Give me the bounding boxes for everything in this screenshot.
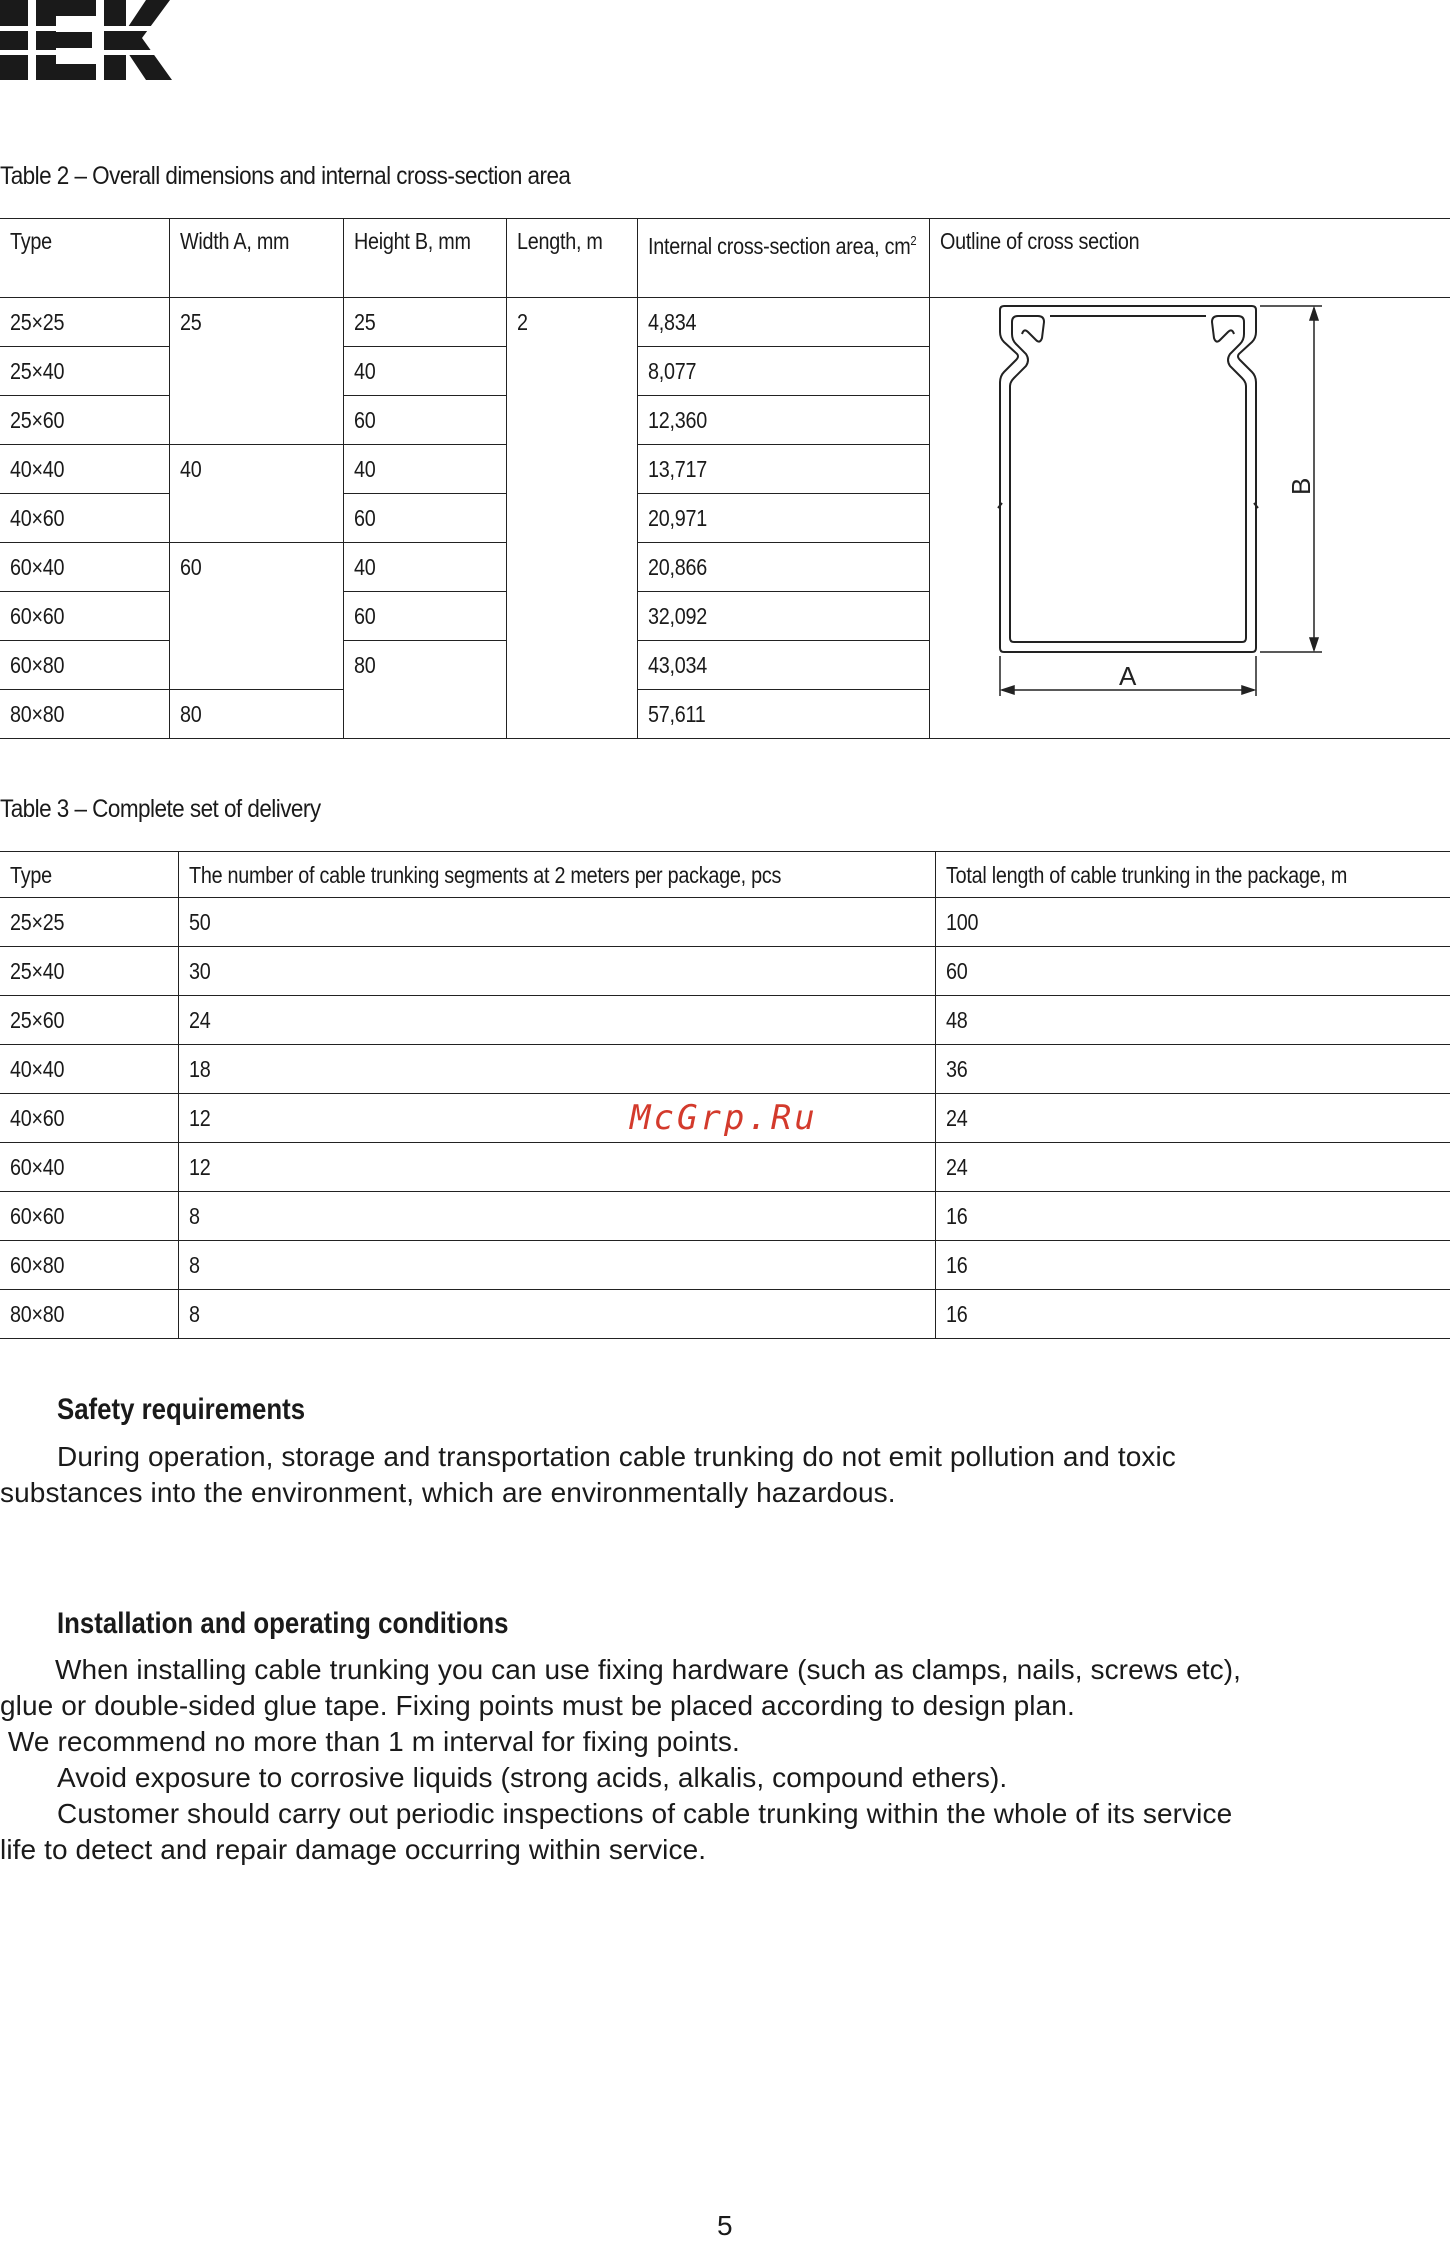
table-row: 25×60 60 12,360	[0, 396, 1450, 445]
table-row: 60×60 60 32,092	[0, 592, 1450, 641]
watermark: McGrp.Ru	[630, 1098, 818, 1138]
col-height: Height B, mm	[343, 219, 506, 298]
dimensions-table	[0, 218, 1450, 739]
safety-text: During operation, storage and transportation cable trunking do not emit pollution and toxic substances into the environment, which are environmentally hazardous.	[0, 1441, 1176, 1508]
table-row: 60×40 12 24	[0, 1143, 1450, 1192]
table-row: 25×40 30 60	[0, 947, 1450, 996]
table-row: 60×40 60 40 20,866	[0, 543, 1450, 592]
col-segments: The number of cable trunking segments at 2 meters per package, pcs	[178, 852, 935, 898]
table-row: 25×25 50 100	[0, 898, 1450, 947]
table-row: 25×60 24 48	[0, 996, 1450, 1045]
table-row: 25×40 40 8,077	[0, 347, 1450, 396]
dimension-b-label: B	[1285, 477, 1316, 495]
table-row: 40×40 40 40 13,717	[0, 445, 1450, 494]
col-outline: Outline of cross section	[929, 219, 1450, 298]
table2-caption: Table 2 – Overall dimensions and internal cross-section area	[0, 162, 571, 190]
installation-text: When installing cable trunking you can use fixing hardware (such as clamps, nails, screws etc), glue or double-sided glue tape. Fixing points must be placed according to design plan. We recommend no more than 1 m interval for fixing points. Avoid exposure to corrosive liquids (strong acids, alkalis, compound ethers). Customer should carry out periodic inspections of cable trunking within the whole of its service life to detect and repair damage occurring within service.	[0, 1654, 1242, 1865]
cross-section-diagram	[930, 298, 1450, 739]
table3-caption: Table 3 – Complete set of delivery	[0, 795, 321, 823]
col-area: Internal cross-section area, $cm^2$	[637, 219, 929, 298]
table-row: 25×25 25 25 2 4,834 B A	[0, 298, 1450, 347]
col-type: Type	[0, 219, 169, 298]
page-number: 5	[717, 2210, 733, 2241]
cross-section-diagram-cell	[929, 298, 1450, 739]
col-total-length: Total length of cable trunking in the package, m	[935, 852, 1450, 898]
table-row: 40×60 12 24	[0, 1094, 1450, 1143]
table-row: 60×60 8 16	[0, 1192, 1450, 1241]
col-width: Width A, mm	[169, 219, 343, 298]
table-row: 60×80 80 43,034	[0, 641, 1450, 690]
table-row: 60×80 8 16	[0, 1241, 1450, 1290]
iek-logo	[0, 0, 172, 80]
table-row: 40×60 60 20,971	[0, 494, 1450, 543]
dimension-a-label: A	[1118, 661, 1136, 691]
table-row: 40×40 18 36	[0, 1045, 1450, 1094]
delivery-table	[0, 851, 1450, 1339]
table-header-row	[0, 219, 1450, 298]
installation-title: Installation and operating conditions	[57, 1607, 509, 1640]
col-type: Type	[0, 852, 178, 898]
safety-title: Safety requirements	[57, 1393, 306, 1426]
table-row: 80×80 80 57,611	[0, 690, 1450, 739]
col-length: Length, m	[506, 219, 637, 298]
table-row: 80×80 8 16	[0, 1290, 1450, 1339]
table-header-row	[0, 852, 1450, 898]
